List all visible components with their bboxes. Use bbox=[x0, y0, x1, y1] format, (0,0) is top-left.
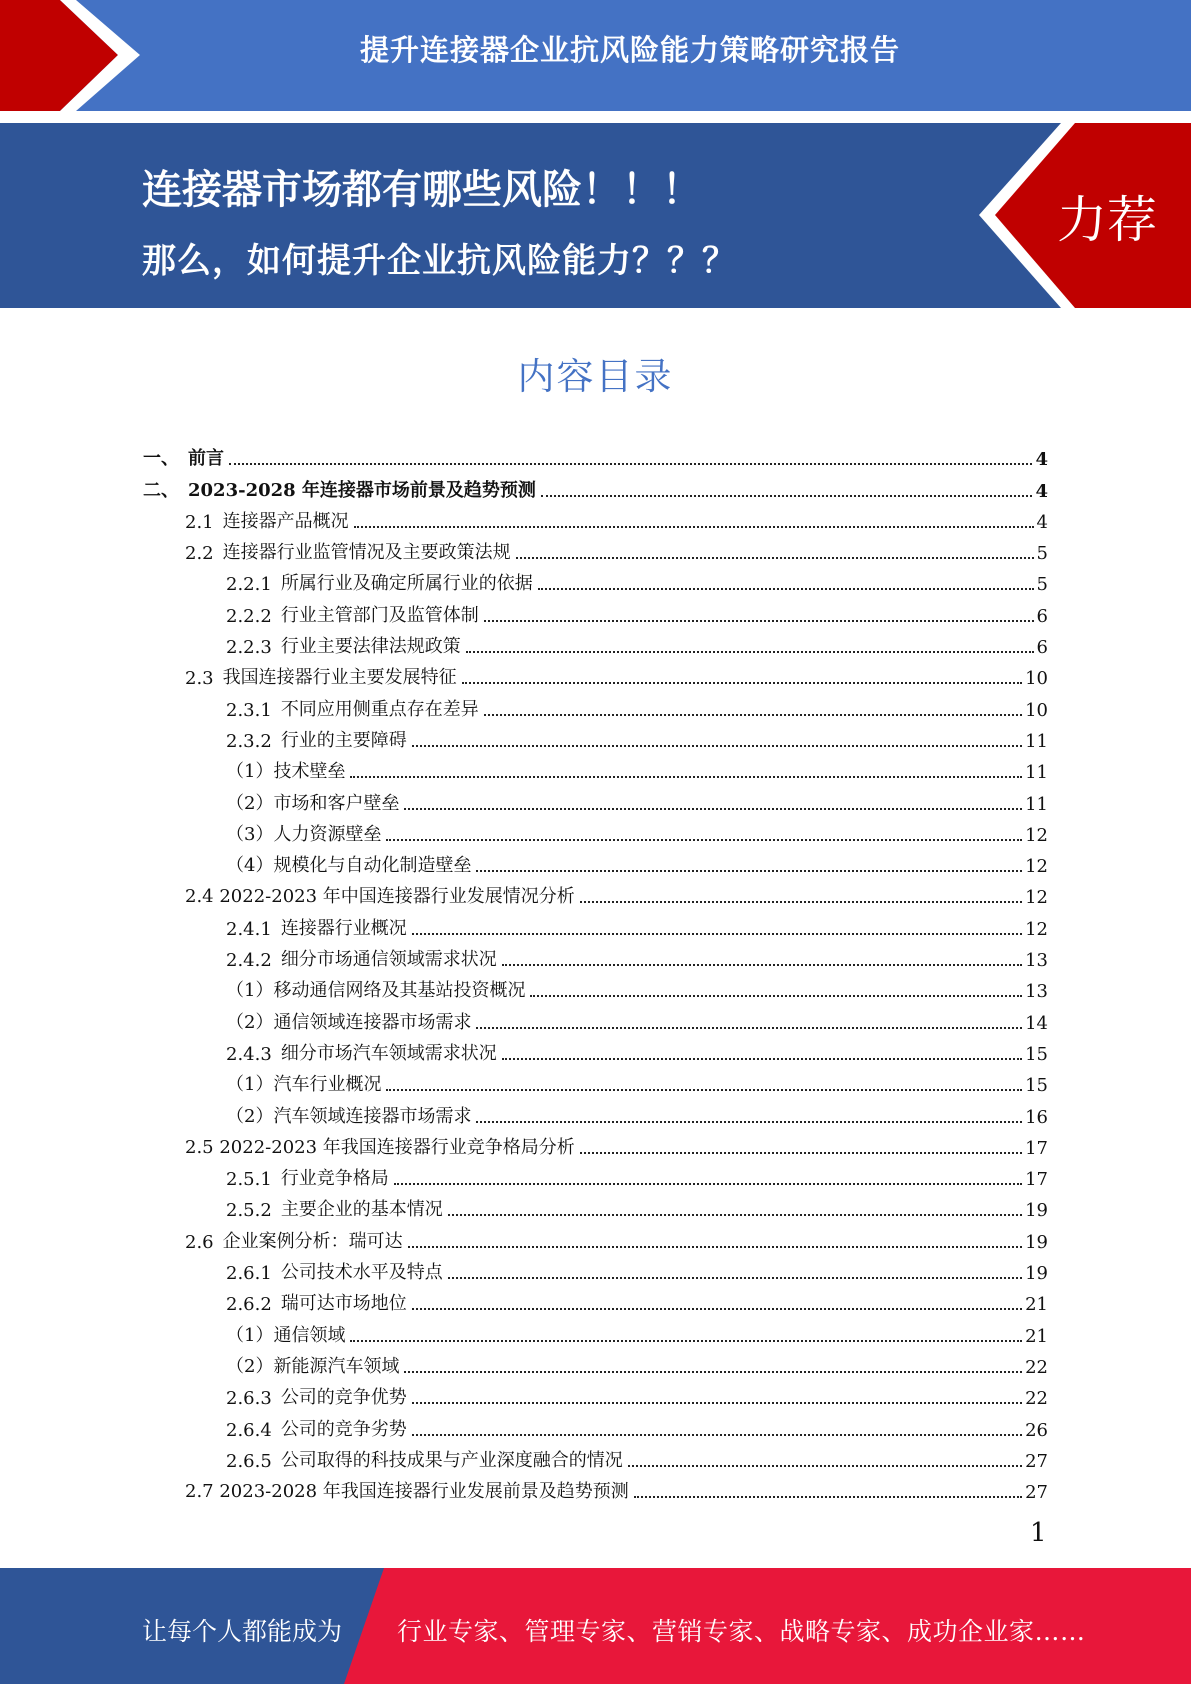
toc-dot-leader bbox=[541, 495, 1033, 497]
toc-entry-page: 17 bbox=[1025, 1169, 1048, 1191]
toc-entry[interactable] bbox=[143, 689, 1048, 720]
toc-entry[interactable] bbox=[143, 783, 1048, 814]
toc-entry-title: （1）技术壁垒 bbox=[226, 761, 346, 783]
toc-entry-page: 17 bbox=[1025, 1137, 1048, 1159]
toc-entry-page: 4 bbox=[1036, 511, 1048, 533]
toc-entry-title: 企业案例分析：瑞可达 bbox=[222, 1230, 403, 1252]
toc-entry[interactable] bbox=[143, 1096, 1048, 1127]
toc-entry-title: 所属行业及确定所属行业的依据 bbox=[280, 573, 533, 595]
toc-entry-number: 2.2.1 bbox=[226, 574, 272, 596]
toc-entry-page: 5 bbox=[1036, 543, 1048, 565]
toc-entry-number: 2.2.3 bbox=[226, 637, 272, 659]
toc-entry-page: 12 bbox=[1025, 856, 1048, 878]
toc-entry[interactable] bbox=[143, 1441, 1048, 1472]
toc-entry-title: 2.4 2022-2023 年中国连接器行业发展情况分析 bbox=[185, 886, 575, 908]
toc-entry-page: 4 bbox=[1035, 449, 1048, 471]
toc-dot-leader bbox=[476, 870, 1022, 872]
toc-entry-title: （1）汽车行业概况 bbox=[226, 1074, 382, 1096]
toc-dot-leader bbox=[354, 526, 1034, 528]
toc-entry[interactable] bbox=[143, 877, 1048, 908]
toc-entry-title: 瑞可达市场地位 bbox=[280, 1293, 407, 1315]
toc-entry-title: （2）市场和客户壁垒 bbox=[226, 792, 400, 814]
toc-dot-leader bbox=[412, 745, 1022, 747]
toc-entry-page: 11 bbox=[1025, 793, 1048, 815]
toc-dot-leader bbox=[350, 1340, 1022, 1342]
footer-slogan-right: 行业专家、管理专家、营销专家、战略专家、成功企业家…… bbox=[397, 1617, 1086, 1646]
toc-entry-title: 主要企业的基本情况 bbox=[280, 1199, 443, 1221]
toc-entry-number: 一、 bbox=[143, 448, 179, 470]
toc-entry-page: 11 bbox=[1025, 730, 1048, 752]
toc-entry-page: 19 bbox=[1025, 1263, 1048, 1285]
report-title: 提升连接器企业抗风险能力策略研究报告 bbox=[359, 33, 900, 67]
toc-entry-page: 6 bbox=[1036, 637, 1048, 659]
toc-dot-leader bbox=[412, 1308, 1022, 1310]
toc-entry-page: 13 bbox=[1025, 981, 1048, 1003]
toc-entry-title: （3）人力资源壁垒 bbox=[226, 823, 382, 845]
toc-dot-leader bbox=[448, 1277, 1022, 1279]
toc-entry[interactable] bbox=[143, 721, 1048, 752]
toc-entry-number: 2.5.2 bbox=[226, 1200, 272, 1222]
toc-entry-title: 细分市场汽车领域需求状况 bbox=[280, 1042, 497, 1064]
toc-entry-page: 13 bbox=[1025, 950, 1048, 972]
toc-entry-title: 行业竞争格局 bbox=[280, 1168, 389, 1190]
toc-dot-leader bbox=[502, 964, 1022, 966]
toc-dot-leader bbox=[516, 557, 1034, 559]
toc-entry[interactable] bbox=[143, 971, 1048, 1002]
toc-dot-leader bbox=[538, 588, 1034, 590]
toc-entry[interactable] bbox=[143, 627, 1048, 658]
toc-entry-title: 行业主管部门及监管体制 bbox=[280, 604, 479, 626]
toc-entry-number: 2.4.2 bbox=[226, 950, 272, 972]
footer-slogan-left: 让每个人都能成为 bbox=[142, 1617, 343, 1646]
toc-entry-title: 我国连接器行业主要发展特征 bbox=[222, 667, 457, 689]
toc-entry-page: 22 bbox=[1025, 1388, 1048, 1410]
toc-entry-page: 6 bbox=[1036, 605, 1048, 627]
toc-entry-page: 12 bbox=[1025, 824, 1048, 846]
toc-entry-page: 11 bbox=[1025, 762, 1048, 784]
toc-entry[interactable] bbox=[143, 846, 1048, 877]
toc-entry[interactable] bbox=[143, 1284, 1048, 1315]
toc-entry-number: 2.3 bbox=[185, 668, 214, 690]
toc-entry-title: 细分市场通信领域需求状况 bbox=[280, 949, 497, 971]
recommend-badge-label: 力荐 bbox=[1057, 191, 1157, 249]
toc-dot-leader bbox=[404, 1371, 1022, 1373]
toc-entry-page: 19 bbox=[1025, 1231, 1048, 1253]
toc-entry-title: （4）规模化与自动化制造壁垒 bbox=[226, 855, 472, 877]
toc-entry-page: 21 bbox=[1025, 1294, 1048, 1316]
toc-entry[interactable] bbox=[143, 752, 1048, 783]
toc-dot-leader bbox=[448, 1214, 1022, 1216]
toc-entry-page: 5 bbox=[1036, 574, 1048, 596]
toc-entry-title: 连接器行业概况 bbox=[280, 917, 407, 939]
toc-entry[interactable] bbox=[143, 502, 1048, 533]
toc-dot-leader bbox=[484, 620, 1034, 622]
toc-entry-number: 2.1 bbox=[185, 511, 214, 533]
toc-entry[interactable] bbox=[143, 1065, 1048, 1096]
toc-entry-title: （1）移动通信网络及其基站投资概况 bbox=[226, 980, 526, 1002]
toc-entry-title: 行业主要法律法规政策 bbox=[280, 636, 461, 658]
toc-entry-title: 2023-2028 年连接器市场前景及趋势预测 bbox=[188, 479, 536, 501]
toc-entry-title: （2）新能源汽车领域 bbox=[226, 1355, 400, 1377]
toc-entry-number: 2.6.4 bbox=[226, 1419, 272, 1441]
toc-entry-page: 27 bbox=[1025, 1482, 1048, 1504]
toc-dot-leader bbox=[386, 1089, 1022, 1091]
toc-entry-title: 公司的竞争劣势 bbox=[280, 1418, 407, 1440]
toc-entry[interactable] bbox=[143, 815, 1048, 846]
toc-entry-title: 不同应用侧重点存在差异 bbox=[280, 698, 479, 720]
toc-dot-leader bbox=[412, 1402, 1022, 1404]
toc-entry-page: 19 bbox=[1025, 1200, 1048, 1222]
toc-entry-title: 行业的主要障碍 bbox=[280, 729, 407, 751]
toc-entry[interactable] bbox=[143, 1409, 1048, 1440]
toc-dot-leader bbox=[484, 714, 1022, 716]
toc-entry-page: 26 bbox=[1025, 1419, 1048, 1441]
toc-entry-title: 2.5 2022-2023 年我国连接器行业竞争格局分析 bbox=[185, 1136, 575, 1158]
toc-entry-page: 27 bbox=[1025, 1450, 1048, 1472]
toc-heading: 内容目录 bbox=[517, 355, 674, 398]
toc-entry[interactable] bbox=[143, 564, 1048, 595]
toc-dot-leader bbox=[476, 1027, 1022, 1029]
toc-dot-leader bbox=[530, 995, 1022, 997]
toc-entry-title: 公司取得的科技成果与产业深度融合的情况 bbox=[280, 1449, 623, 1471]
toc-dot-leader bbox=[466, 651, 1034, 653]
toc-entry-title: （2）汽车领域连接器市场需求 bbox=[226, 1105, 472, 1127]
toc-entry[interactable] bbox=[143, 595, 1048, 626]
toc-entry-page: 15 bbox=[1025, 1075, 1048, 1097]
hero-headline: 连接器市场都有哪些风险！！！ bbox=[142, 167, 702, 213]
toc-entry-number: 2.4.3 bbox=[226, 1043, 272, 1065]
toc-entry-page: 12 bbox=[1025, 887, 1048, 909]
toc-entry[interactable] bbox=[143, 1472, 1048, 1503]
toc-dot-leader bbox=[408, 1246, 1022, 1248]
toc-entry-number: 2.6.5 bbox=[226, 1450, 272, 1472]
toc-entry[interactable] bbox=[143, 940, 1048, 971]
toc-entry-title: 2.7 2023-2028 年我国连接器行业发展前景及趋势预测 bbox=[185, 1481, 629, 1503]
toc-dot-leader bbox=[476, 1121, 1022, 1123]
toc-entry[interactable] bbox=[143, 1034, 1048, 1065]
toc-entry-number: 2.3.2 bbox=[226, 730, 272, 752]
toc-entry-page: 10 bbox=[1025, 668, 1048, 690]
table-of-contents bbox=[143, 439, 1048, 1503]
toc-entry-number: 2.4.1 bbox=[226, 918, 272, 940]
toc-entry-page: 10 bbox=[1025, 699, 1048, 721]
toc-entry-number: 2.6.1 bbox=[226, 1263, 272, 1285]
toc-entry[interactable] bbox=[143, 908, 1048, 939]
hero-subheadline: 那么，如何提升企业抗风险能力？？？ bbox=[142, 241, 737, 281]
toc-entry-number: 2.3.1 bbox=[226, 699, 272, 721]
toc-entry[interactable] bbox=[143, 439, 1048, 470]
toc-entry-title: 连接器行业监管情况及主要政策法规 bbox=[222, 542, 511, 564]
toc-entry-page: 21 bbox=[1025, 1325, 1048, 1347]
toc-dot-leader bbox=[386, 839, 1022, 841]
toc-entry-title: 公司的竞争优势 bbox=[280, 1387, 407, 1409]
toc-entry-number: 2.6.2 bbox=[226, 1294, 272, 1316]
toc-entry-number: 2.2.2 bbox=[226, 605, 272, 627]
toc-dot-leader bbox=[628, 1465, 1022, 1467]
toc-entry-page: 14 bbox=[1025, 1012, 1048, 1034]
toc-dot-leader bbox=[350, 776, 1022, 778]
toc-entry-number: 2.6.3 bbox=[226, 1388, 272, 1410]
toc-entry[interactable] bbox=[143, 1190, 1048, 1221]
toc-entry[interactable] bbox=[143, 1315, 1048, 1346]
toc-dot-leader bbox=[580, 901, 1022, 903]
toc-entry-page: 16 bbox=[1025, 1106, 1048, 1128]
toc-entry[interactable] bbox=[143, 658, 1048, 689]
toc-dot-leader bbox=[229, 463, 1032, 465]
toc-entry-title: （1）通信领域 bbox=[226, 1324, 346, 1346]
toc-dot-leader bbox=[634, 1496, 1022, 1498]
toc-entry-page: 15 bbox=[1025, 1043, 1048, 1065]
toc-entry[interactable] bbox=[143, 1347, 1048, 1378]
toc-dot-leader bbox=[580, 1152, 1022, 1154]
toc-entry-number: 2.2 bbox=[185, 543, 214, 565]
toc-entry[interactable] bbox=[143, 1128, 1048, 1159]
toc-entry[interactable] bbox=[143, 1159, 1048, 1190]
toc-entry-page: 22 bbox=[1025, 1356, 1048, 1378]
top-red-arrow-decoration bbox=[0, 0, 140, 111]
toc-entry-title: （2）通信领域连接器市场需求 bbox=[226, 1011, 472, 1033]
toc-dot-leader bbox=[404, 808, 1022, 810]
page-number: 1 bbox=[1030, 1518, 1047, 1548]
toc-entry-page: 12 bbox=[1025, 918, 1048, 940]
toc-entry[interactable] bbox=[143, 1221, 1048, 1252]
toc-entry-title: 前言 bbox=[188, 448, 224, 470]
toc-dot-leader bbox=[502, 1058, 1022, 1060]
toc-entry-title: 公司技术水平及特点 bbox=[280, 1262, 443, 1284]
toc-entry[interactable] bbox=[143, 1002, 1048, 1033]
toc-dot-leader bbox=[462, 682, 1022, 684]
toc-dot-leader bbox=[412, 1434, 1022, 1436]
toc-dot-leader bbox=[394, 1183, 1022, 1185]
toc-entry[interactable] bbox=[143, 1378, 1048, 1409]
toc-entry-number: 2.6 bbox=[185, 1231, 214, 1253]
toc-entry-title: 连接器产品概况 bbox=[222, 510, 349, 532]
toc-entry[interactable] bbox=[143, 533, 1048, 564]
toc-entry-number: 二、 bbox=[143, 479, 179, 501]
toc-entry[interactable] bbox=[143, 470, 1048, 501]
toc-entry-number: 2.5.1 bbox=[226, 1169, 272, 1191]
toc-entry-page: 4 bbox=[1035, 480, 1048, 502]
toc-entry[interactable] bbox=[143, 1253, 1048, 1284]
toc-dot-leader bbox=[412, 933, 1022, 935]
